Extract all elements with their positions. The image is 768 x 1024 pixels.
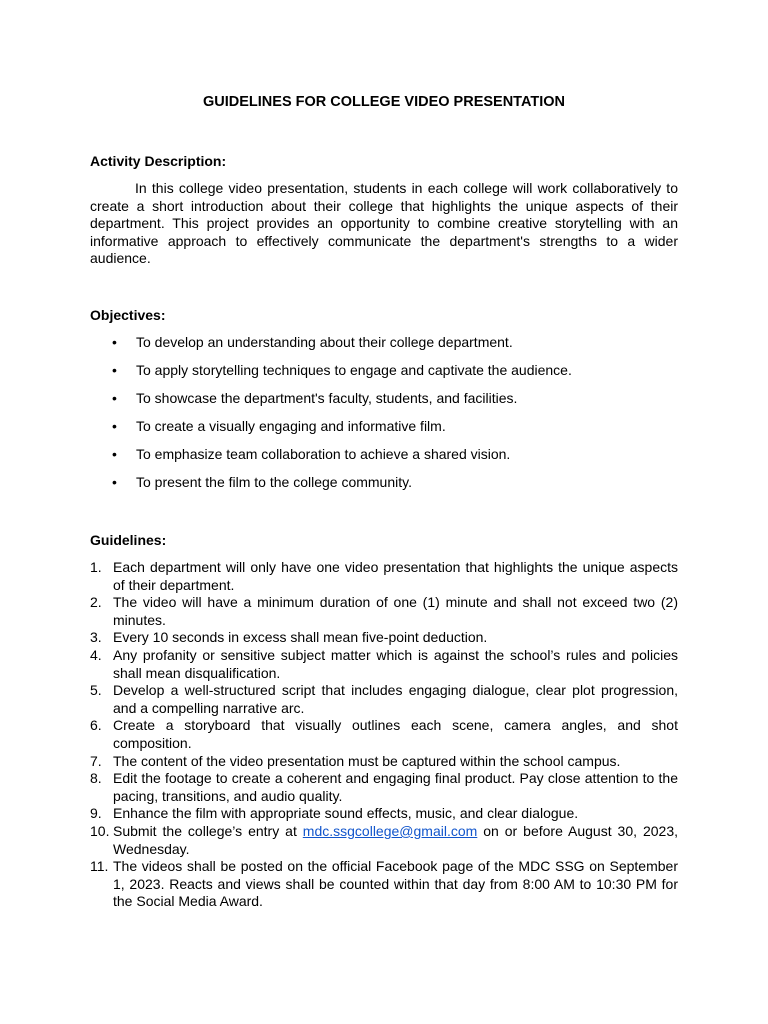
guidelines-list xyxy=(90,559,678,911)
guideline-item xyxy=(90,770,678,805)
objective-item xyxy=(90,362,678,390)
guideline-item xyxy=(90,629,678,647)
guideline-item xyxy=(90,682,678,717)
guideline-item xyxy=(90,594,678,629)
submission-email-link[interactable]: mdc.ssgcollege@gmail.com xyxy=(302,822,478,839)
guideline-number: 1. xyxy=(90,559,102,575)
objective-item xyxy=(90,334,678,362)
bullet-icon: • xyxy=(112,418,117,434)
objectives-list xyxy=(90,334,678,502)
guideline-item xyxy=(90,805,678,823)
guideline-text: Create a storyboard that visually outlines each scene, camera angles, and shot composition. xyxy=(113,717,678,751)
guideline-number: 8. xyxy=(90,770,102,787)
guideline-text: Every 10 seconds in excess shall mean five-point deduction. xyxy=(113,629,488,646)
objective-text: To develop an understanding about their college department. xyxy=(136,334,513,350)
guideline-text: Enhance the film with appropriate sound effects, music, and clear dialogue. xyxy=(113,805,579,822)
guideline-text: Any profanity or sensitive subject matter which is against the school’s rules and policies shall mean disqualification. xyxy=(113,646,678,681)
guideline-text: Edit the footage to create a coherent and engaging final product. Pay close attention to the pacing, transitions, and audio quality. xyxy=(113,770,678,804)
objectives-heading: Objectives: xyxy=(90,307,166,323)
guideline-number: 3. xyxy=(90,629,102,646)
objective-item xyxy=(90,474,678,502)
document-title: GUIDELINES FOR COLLEGE VIDEO PRESENTATION xyxy=(203,94,565,110)
objective-text: To create a visually engaging and informative film. xyxy=(136,418,446,434)
guideline-text: The videos shall be posted on the official Facebook page of the MDC SSG on September 1, 2023. Reacts and views shall be counted within that day from 8:00 AM to 10:30 PM for the Social Media Award. xyxy=(113,858,678,910)
objective-text: To emphasize team collaboration to achieve a shared vision. xyxy=(136,446,511,462)
guideline-item xyxy=(90,647,678,682)
bullet-icon: • xyxy=(112,362,117,378)
guideline-number: 4. xyxy=(90,646,102,663)
guideline-number: 2. xyxy=(90,594,102,611)
objective-item xyxy=(90,390,678,418)
guidelines-heading: Guidelines: xyxy=(90,532,167,548)
bullet-icon: • xyxy=(112,446,117,462)
guideline-text: Develop a well-structured script that includes engaging dialogue, clear plot progression, and a compelling narrative arc. xyxy=(113,682,678,716)
guideline-item xyxy=(90,823,678,858)
objective-text: To showcase the department's faculty, students, and facilities. xyxy=(136,390,518,406)
bullet-icon: • xyxy=(112,474,117,490)
activity-description-paragraph: In this college video presentation, students in each college will work collaboratively to create a short introduction about their college that highlights the unique aspects of their department. This project provides an opportunity to combine creative storytelling with an informative approach to effectively communicate the department's strengths to a wider audience. xyxy=(90,180,678,267)
objective-text: To present the film to the college community. xyxy=(136,474,412,490)
objective-item xyxy=(90,418,678,446)
guideline-item xyxy=(90,717,678,752)
guideline-item xyxy=(90,753,678,771)
activity-description-heading: Activity Description: xyxy=(90,153,227,169)
guideline-number: 9. xyxy=(90,805,102,822)
guideline-text: Each department will only have one video presentation that highlights the unique aspects of their department. xyxy=(113,559,678,593)
guideline-text: The content of the video presentation must be captured within the school campus. xyxy=(113,752,621,769)
guideline-text-before: Submit the college’s entry at xyxy=(113,822,303,839)
guideline-text-after: on or before August 30, 2023, Wednesday. xyxy=(113,822,678,857)
guideline-number: 5. xyxy=(90,682,102,699)
guideline-number: 10. xyxy=(90,822,110,839)
guideline-item xyxy=(90,858,678,911)
guideline-number: 7. xyxy=(90,752,102,769)
guideline-number: 11. xyxy=(90,858,109,875)
objective-text: To apply storytelling techniques to engage and captivate the audience. xyxy=(136,362,572,378)
guideline-text: The video will have a minimum duration of one (1) minute and shall not exceed two (2) minutes. xyxy=(113,594,678,628)
objective-item xyxy=(90,446,678,474)
guideline-number: 6. xyxy=(90,717,102,734)
guideline-item xyxy=(90,559,678,594)
bullet-icon: • xyxy=(112,390,117,406)
bullet-icon: • xyxy=(112,334,117,350)
